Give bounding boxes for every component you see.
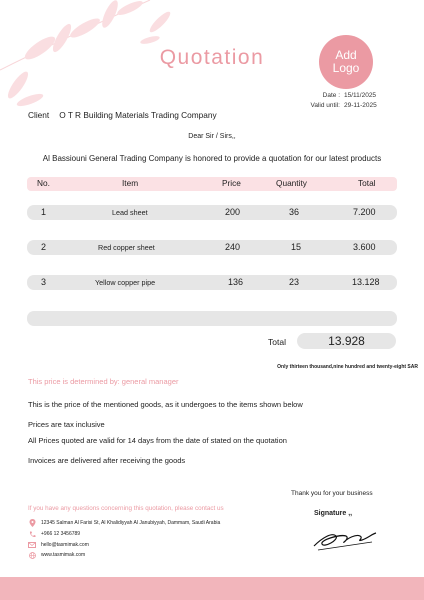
signature-scribble [310,524,380,554]
row-total: 13.128 [352,277,380,287]
delivery-note: Invoices are delivered after receiving the goods [28,456,186,465]
location-icon [28,519,36,527]
header-quantity: Quantity [276,178,307,188]
row-quantity: 15 [291,242,302,252]
price-note: This is the price of the mentioned goods, as it undergoes to the items shown below [28,400,303,409]
document-title: Quotation [159,46,265,69]
row-price: 136 [228,277,244,287]
phone-icon [28,530,36,538]
tax-note: Prices are tax inclusive [28,420,105,429]
row-no: 2 [41,242,47,252]
row-price: 200 [225,207,241,217]
contact-address [28,519,220,527]
determined-by: This price is determined by: general manager [28,377,179,386]
greeting: Dear Sir / Sirs,, [188,133,236,140]
table-row [27,240,397,255]
valid-until-label: Valid until: [310,102,340,109]
thank-you: Thank you for your business [291,490,373,497]
row-total: 3.600 [353,242,376,252]
footer-band [0,577,424,600]
signature-label: Signature ,, [314,510,353,517]
row-item: Red copper sheet [98,243,155,252]
table-row-empty [27,311,397,326]
client-line [28,110,217,120]
header-no: No. [37,178,50,188]
contact-website [28,551,85,559]
dates-block [310,91,396,111]
table-header [27,177,397,191]
contact-phone [28,530,80,538]
total-label: Total [268,337,286,347]
logo-placeholder[interactable] [319,35,373,89]
email-text[interactable]: hello@tasmimak.com [41,542,89,548]
email-icon [28,541,36,549]
contact-email [28,541,89,549]
header-total: Total [358,178,376,188]
table-row [27,275,397,290]
row-item: Lead sheet [112,208,148,217]
phone-text[interactable]: +966 12 3456789 [41,531,81,537]
logo-line2: Logo [332,61,360,75]
row-total: 7.200 [353,207,376,217]
validity-note: All Prices quoted are valid for 14 days from the date of stated on the quotation [28,436,287,445]
row-quantity: 23 [289,277,300,287]
valid-until-value: 29-11-2025 [344,102,377,109]
header-item: Item [122,178,139,188]
date-value: 15/11/2025 [344,92,377,99]
client-label: Client [28,110,50,120]
row-no: 3 [41,277,47,287]
row-price: 240 [225,242,241,252]
row-item: Yellow copper pipe [95,278,156,287]
questions-text: If you have any questions concerning this quotation, please contact us [28,505,224,512]
client-name: O T R Building Materials Trading Company [59,110,217,120]
header-price: Price [222,178,241,188]
total-value: 13.928 [297,333,396,349]
website-text[interactable]: www.tasmimak.com [41,552,86,558]
globe-icon [28,551,36,559]
intro-text: Al Bassiouni General Trading Company is honored to provide a quotation for our latest products [42,154,382,163]
address-text: 12345 Salman Al Farisi St, Al Khalidiyyah Al Janubiyyah, Dammam, Saudi Arabia [41,520,221,526]
logo-line1: Add [335,48,357,62]
row-no: 1 [41,207,47,217]
row-quantity: 36 [289,207,300,217]
table-row [27,205,397,220]
date-label: Date : [322,92,340,99]
total-in-words: Only thirteen thousand,nine hundred and twenty-eight SAR [277,364,418,370]
